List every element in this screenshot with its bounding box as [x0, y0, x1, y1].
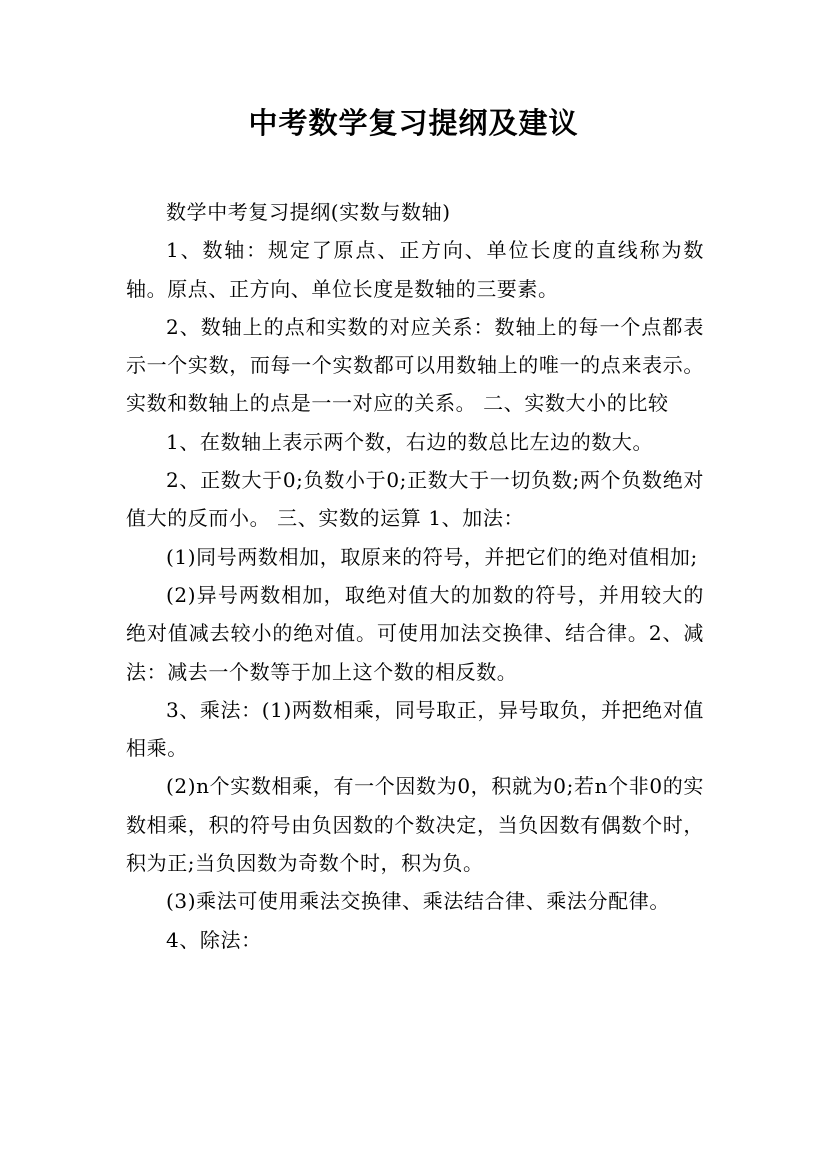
paragraph-2: 1、数轴：规定了原点、正方向、单位长度的直线称为数轴。原点、正方向、单位长度是数轴的三要素。 [126, 238, 704, 301]
paragraph-11: 4、除法： [166, 927, 262, 952]
paragraph-8: 3、乘法：(1)两数相乘，同号取正，异号取负，并把绝对值相乘。 [126, 697, 704, 761]
paragraph-7: (2)异号两数相加，取绝对值大的加数的符号，并用较大的绝对值减去较小的绝对值。可使用加法交换律、结合律。2、减法：减去一个数等于加上这个数的相反数。 [126, 582, 704, 684]
paragraph-4: 1、在数轴上表示两个数，右边的数总比左边的数大。 [166, 429, 654, 454]
document-title: 中考数学复习提纲及建议 [248, 106, 579, 140]
paragraph-9: (2)n个实数相乘，有一个因数为0，积就为0;若n个非0的实数相乘，积的符号由负因数的个数决定，当负因数有偶数个时，积为正;当负因数为奇数个时，积为负。 [126, 774, 704, 876]
paragraph-10: (3)乘法可使用乘法交换律、乘法结合律、乘法分配律。 [166, 889, 670, 914]
paragraph-1: 数学中考复习提纲(实数与数轴) [166, 200, 451, 224]
paragraph-5: 2、正数大于0;负数小于0;正数大于一切负数;两个负数绝对值大的反而小。 三、实数的运算 1、加法： [126, 468, 704, 531]
paragraph-6: (1)同号两数相加，取原来的符号，并把它们的绝对值相加; [166, 544, 698, 569]
paragraph-3: 2、数轴上的点和实数的对应关系：数轴上的每一个点都表示一个实数，而每一个实数都可以用数轴上的唯一的点来表示。实数和数轴上的点是一一对应的关系。 二、实数大小的比较 [126, 314, 704, 416]
document-body [126, 193, 704, 959]
